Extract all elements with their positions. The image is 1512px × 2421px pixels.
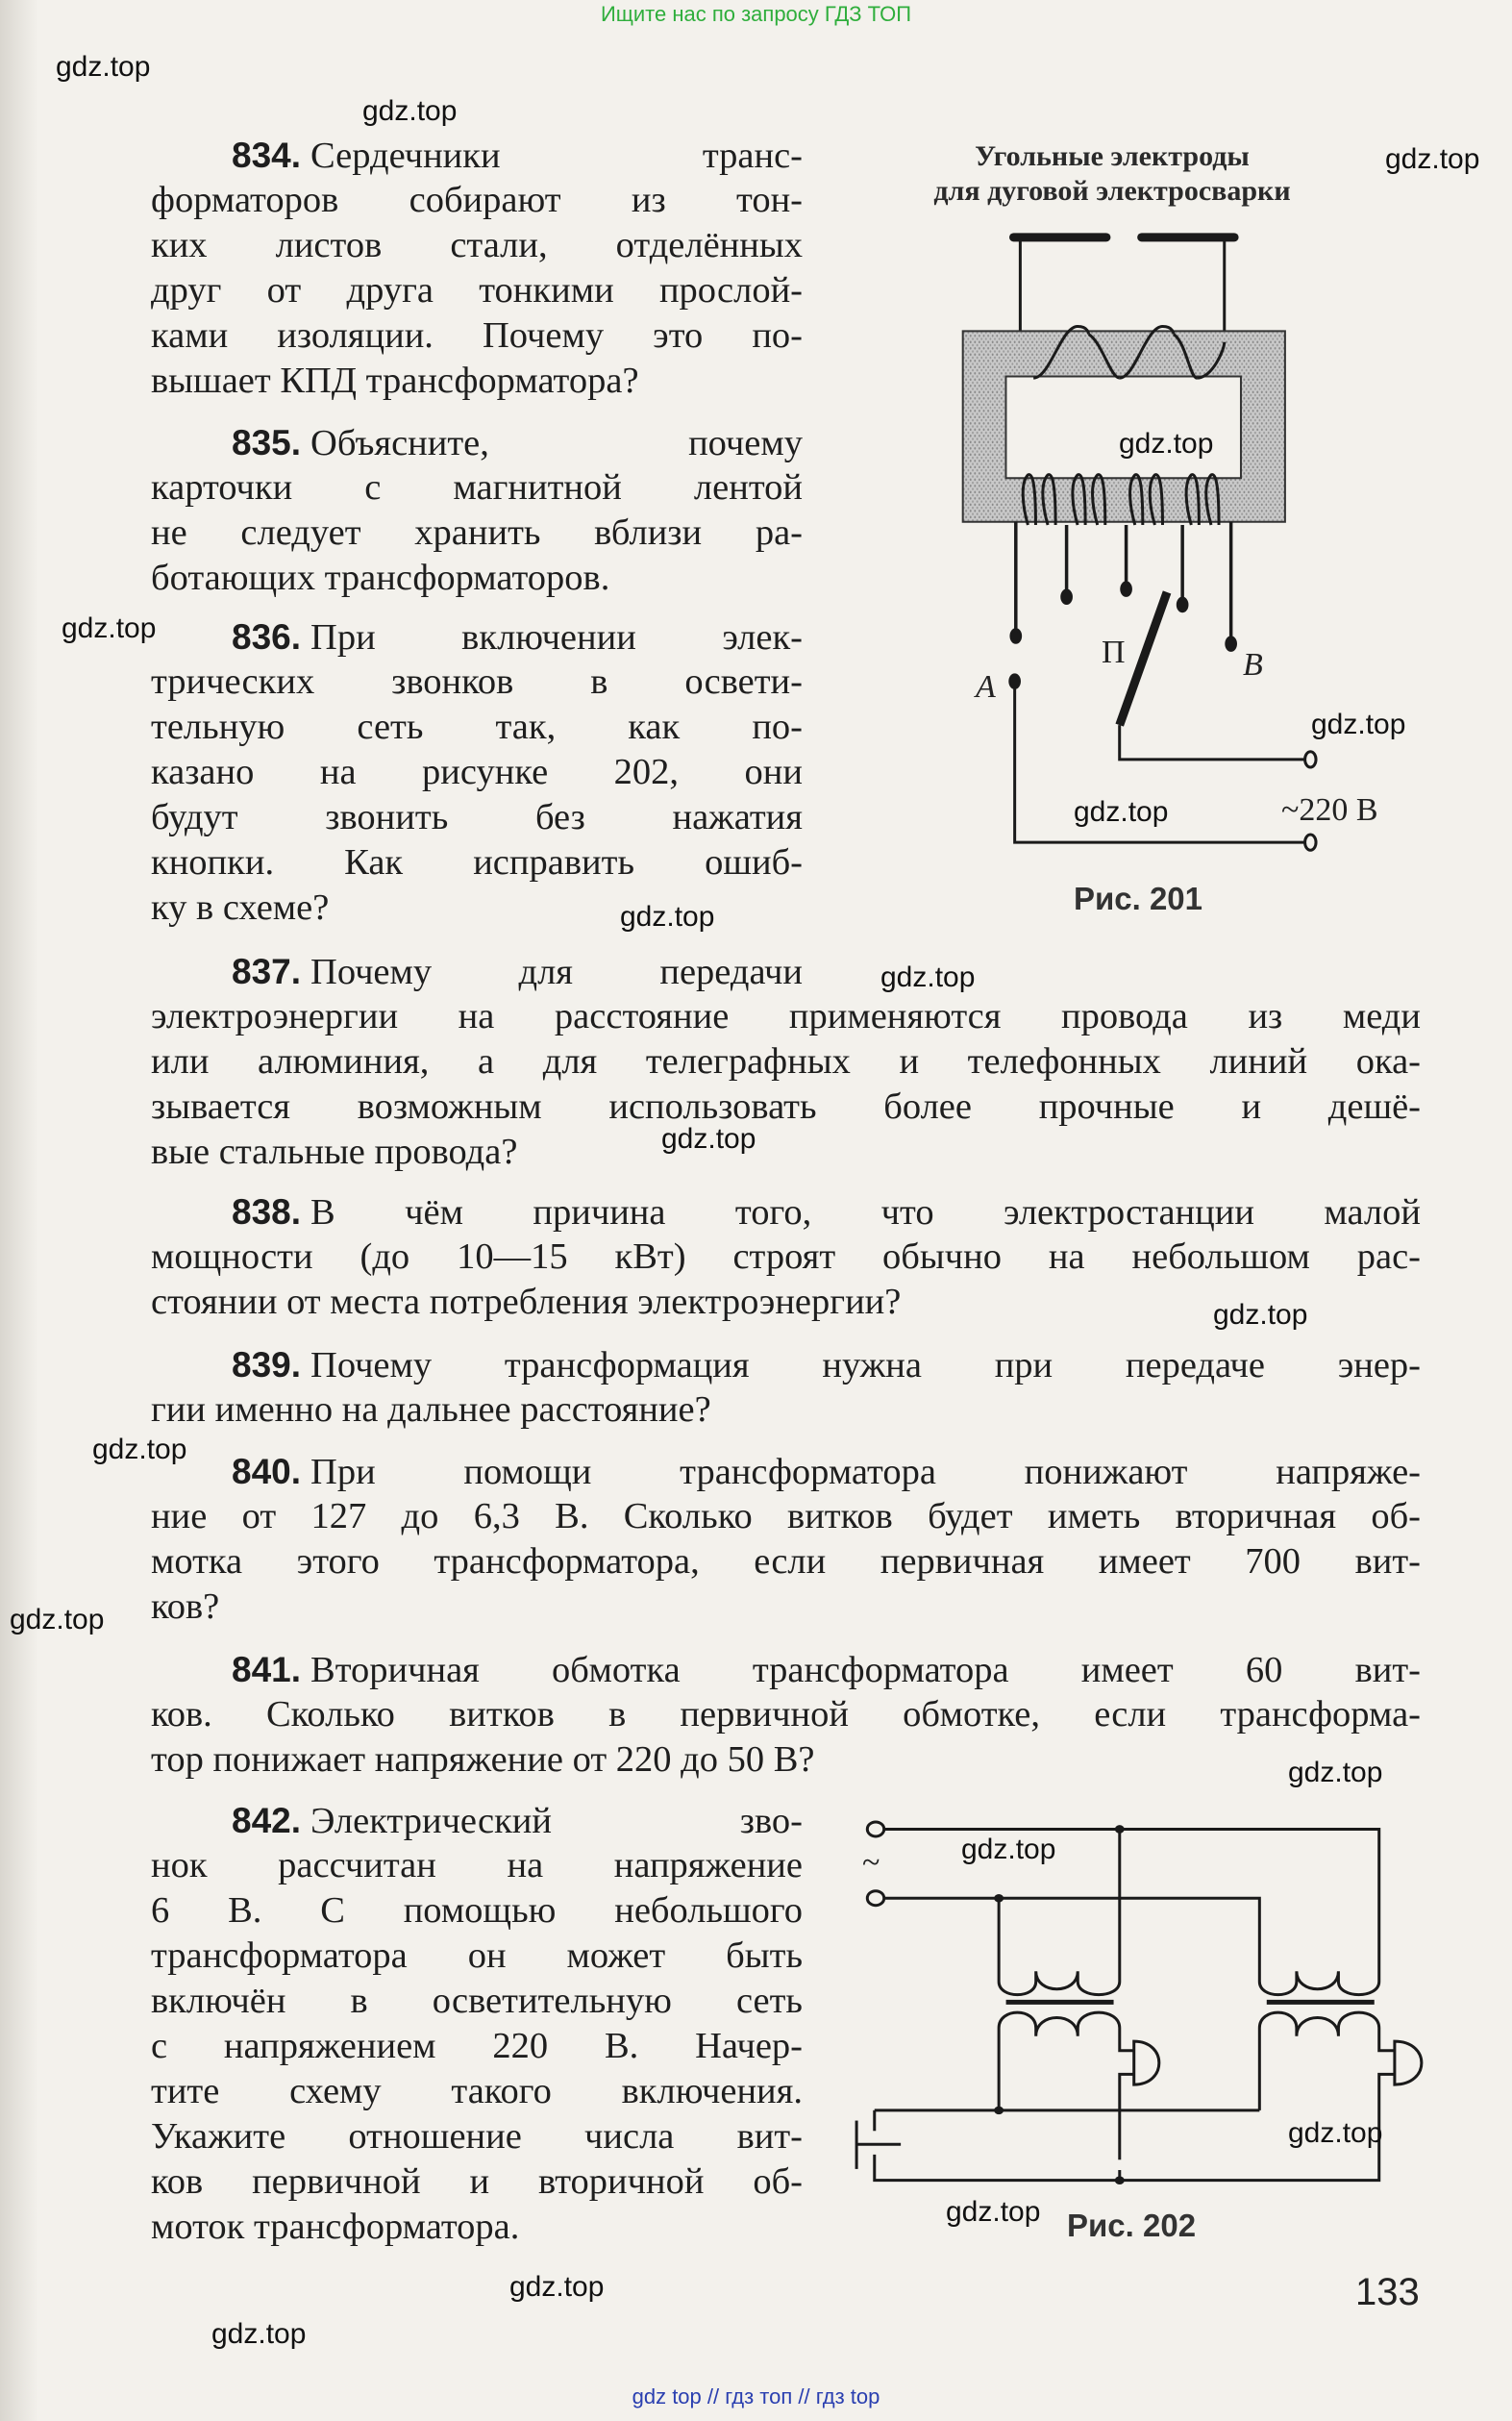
problem-835 <box>151 420 803 601</box>
problem-line <box>151 556 803 601</box>
problem-number: 842. <box>232 1801 302 1840</box>
problem-line <box>151 223 803 268</box>
problem-line <box>151 359 803 404</box>
problem-line <box>151 2069 803 2114</box>
problem-line <box>151 2159 803 2205</box>
switch-lever <box>1120 592 1167 725</box>
problem-text: вые стальные провода? <box>151 1132 518 1172</box>
problem-line <box>151 660 803 705</box>
page-edge-shadow <box>0 0 38 2421</box>
watermark-label: gdz.top <box>362 95 458 127</box>
left-secondary <box>999 2012 1134 2110</box>
problem-line <box>151 1235 1421 1280</box>
problem-text: Электрический зво- <box>310 1801 803 1841</box>
problem-text: ку в схеме? <box>151 887 330 928</box>
ac-symbol: ~ <box>862 1845 880 1881</box>
watermark-label: gdz.top <box>880 961 976 993</box>
watermark-label: gdz.top <box>1385 143 1480 175</box>
problem-840 <box>151 1449 1421 1630</box>
voltage-label: ~220 В <box>1281 792 1378 828</box>
problem-text: казано на рисунке 202, они <box>151 752 803 792</box>
watermark-label: gdz.top <box>10 1604 105 1635</box>
search-banner[interactable]: Ищите нас по запросу ГДЗ ТОП <box>600 2 912 26</box>
problem-text: вышает КПД трансформатора? <box>151 361 639 401</box>
problem-text: Почему для передачи <box>310 952 803 992</box>
figure-202-caption: Рис. 202 <box>1067 2208 1197 2243</box>
figure-201-title-2: для дуговой электросварки <box>933 175 1291 207</box>
watermark-label: gdz.top <box>1213 1299 1308 1331</box>
problem-text: не следует хранить вблизи ра- <box>151 512 803 553</box>
problem-text: Вторичная обмотка трансформатора имеет 60 вит- <box>310 1650 1421 1690</box>
input-terminal-1 <box>867 1822 883 1836</box>
watermark-label: gdz.top <box>1288 1757 1383 1788</box>
tap-a <box>1011 630 1020 642</box>
label-p: П <box>1102 635 1126 670</box>
watermark-label: gdz.top <box>1288 2117 1383 2149</box>
figure-201-title-1: Угольные электроды <box>975 140 1250 172</box>
problem-line <box>151 1342 1421 1387</box>
problem-line <box>151 1934 803 1979</box>
problem-line <box>151 1449 1421 1494</box>
problem-line <box>151 420 803 465</box>
watermark-label: gdz.top <box>1119 428 1214 460</box>
problem-line <box>151 1888 803 1934</box>
problem-text: нок рассчитан на напряжение <box>151 1845 803 1885</box>
problem-line <box>151 795 803 840</box>
problem-number: 836. <box>232 617 302 657</box>
problem-text: зывается возможным использовать более прочные и дешё- <box>151 1086 1421 1127</box>
problem-number: 838. <box>232 1192 302 1232</box>
problem-line <box>151 1085 1421 1130</box>
watermark-label: gdz.top <box>946 2196 1041 2228</box>
problem-text: При включении элек- <box>310 617 803 658</box>
label-b: В <box>1243 647 1263 683</box>
problem-842 <box>151 1798 803 2250</box>
problem-line <box>151 1494 1421 1539</box>
problem-text: тите схему такого включения. <box>151 2071 803 2111</box>
problem-text: с напряжением 220 В. Начер- <box>151 2026 803 2066</box>
right-secondary <box>1259 2012 1395 2110</box>
problem-text: ками изоляции. Почему это по- <box>151 315 803 356</box>
problem-text: Укажите отношение числа вит- <box>151 2116 803 2157</box>
problem-text: трансформатора он может быть <box>151 1935 803 1976</box>
problem-line <box>151 2114 803 2159</box>
problem-line <box>151 840 803 886</box>
problem-line <box>151 1130 1421 1175</box>
problem-text: стоянии от места потребления электроэнергии? <box>151 1282 902 1322</box>
problem-text: включён в осветительную сеть <box>151 1981 803 2021</box>
problem-text: ков? <box>151 1586 220 1627</box>
problem-text: трических звонков в освети- <box>151 661 803 702</box>
problem-text: Объясните, почему <box>310 423 803 463</box>
problem-text: ков первичной и вторичной об- <box>151 2161 803 2202</box>
problem-text: ние от 127 до 6,3 В. Сколько витков будет иметь вторичная об- <box>151 1496 1421 1536</box>
label-a: А <box>976 669 996 705</box>
problem-text: тор понижает напряжение от 220 до 50 В? <box>151 1739 815 1780</box>
transformer-core <box>963 331 1285 521</box>
problem-text: тельную сеть так, как по- <box>151 707 803 747</box>
problem-line <box>151 1039 1421 1085</box>
problem-line <box>151 705 803 750</box>
watermark-label: gdz.top <box>92 1434 187 1465</box>
watermark-label: gdz.top <box>211 2318 307 2350</box>
problem-line <box>151 1387 1421 1433</box>
problem-number: 840. <box>232 1452 302 1491</box>
problem-text: карточки с магнитной лентой <box>151 467 803 508</box>
problem-line <box>151 1692 1421 1737</box>
problem-text: 6 В. С помощью небольшого <box>151 1890 803 1931</box>
problem-line <box>151 1798 803 1843</box>
problem-text: электроэнергии на расстояние применяются провода из меди <box>151 996 1421 1036</box>
problem-text: Почему трансформация нужна при передаче энер- <box>310 1345 1421 1385</box>
terminal-1 <box>1305 752 1316 767</box>
problem-line <box>151 1189 1421 1235</box>
problem-837 <box>151 949 1421 1175</box>
watermark-label: gdz.top <box>661 1123 756 1155</box>
problem-text: ких листов стали, отделённых <box>151 225 803 265</box>
problem-text: гии именно на дальнее расстояние? <box>151 1389 711 1430</box>
problem-text: Сердечники транс- <box>310 136 803 176</box>
left-primary <box>999 1971 1120 1994</box>
page-number: 133 <box>1355 2271 1420 2313</box>
right-primary <box>1259 1971 1378 1994</box>
watermark-label: gdz.top <box>56 51 151 83</box>
problem-line <box>151 1843 803 1888</box>
problem-number: 837. <box>232 952 302 991</box>
problem-text: моток трансформатора. <box>151 2207 520 2247</box>
watermark-label: gdz.top <box>62 612 157 644</box>
problem-line <box>151 465 803 511</box>
problem-line <box>151 994 1421 1039</box>
figure-202-bell-circuit <box>827 1750 1451 2288</box>
problem-text: будут звонить без нажатия <box>151 797 803 837</box>
terminal-2 <box>1305 835 1316 850</box>
problem-line <box>151 1585 1421 1630</box>
tap-b <box>1227 637 1235 650</box>
problem-text: друг от друга тонкими прослой- <box>151 270 803 311</box>
watermark-label: gdz.top <box>961 1834 1056 1865</box>
problem-text: В чём причина того, что электростанции малой <box>310 1192 1421 1233</box>
problem-number: 834. <box>232 136 302 175</box>
problem-line <box>151 949 803 994</box>
problem-line <box>151 178 803 223</box>
watermark-label: gdz.top <box>620 901 715 933</box>
watermark-label: gdz.top <box>1074 796 1169 828</box>
problem-line <box>151 268 803 313</box>
problem-line <box>151 133 803 178</box>
problem-line <box>151 750 803 795</box>
problem-text: или алюминия, а для телеграфных и телефонных линий ока- <box>151 1041 1421 1082</box>
figure-201-caption: Рис. 201 <box>1073 881 1203 916</box>
problem-number: 839. <box>232 1345 302 1385</box>
left-bell <box>1134 2041 1159 2084</box>
footer-links[interactable]: gdz top // гдз топ // гдз top <box>632 2384 880 2409</box>
problem-text: форматоров собирают из тон- <box>151 180 803 220</box>
problem-text: ков. Сколько витков в первичной обмотке, если трансформа- <box>151 1694 1421 1735</box>
problem-line <box>151 2024 803 2069</box>
problem-line <box>151 313 803 359</box>
watermark-label: gdz.top <box>1311 709 1406 740</box>
problem-line <box>151 2205 803 2250</box>
input-terminal-2 <box>867 1891 883 1906</box>
problem-834 <box>151 133 803 404</box>
problem-text: ботающих трансформаторов. <box>151 558 610 598</box>
problem-line <box>151 511 803 556</box>
problem-line <box>151 1539 1421 1585</box>
problem-line <box>151 1647 1421 1692</box>
right-bell <box>1395 2041 1422 2084</box>
problem-number: 835. <box>232 423 302 462</box>
problem-text: мощности (до 10—15 кВт) строят обычно на небольшом рас- <box>151 1236 1421 1277</box>
problem-836 <box>151 614 803 931</box>
problem-839 <box>151 1342 1421 1433</box>
problem-line <box>151 614 803 660</box>
problem-line <box>151 1979 803 2024</box>
problem-text: При помощи трансформатора понижают напряже- <box>310 1452 1421 1492</box>
problem-text: мотка этого трансформатора, если первичная имеет 700 вит- <box>151 1541 1421 1582</box>
problem-number: 841. <box>232 1650 302 1689</box>
watermark-label: gdz.top <box>509 2271 605 2303</box>
problem-text: кнопки. Как исправить ошиб- <box>151 842 803 883</box>
